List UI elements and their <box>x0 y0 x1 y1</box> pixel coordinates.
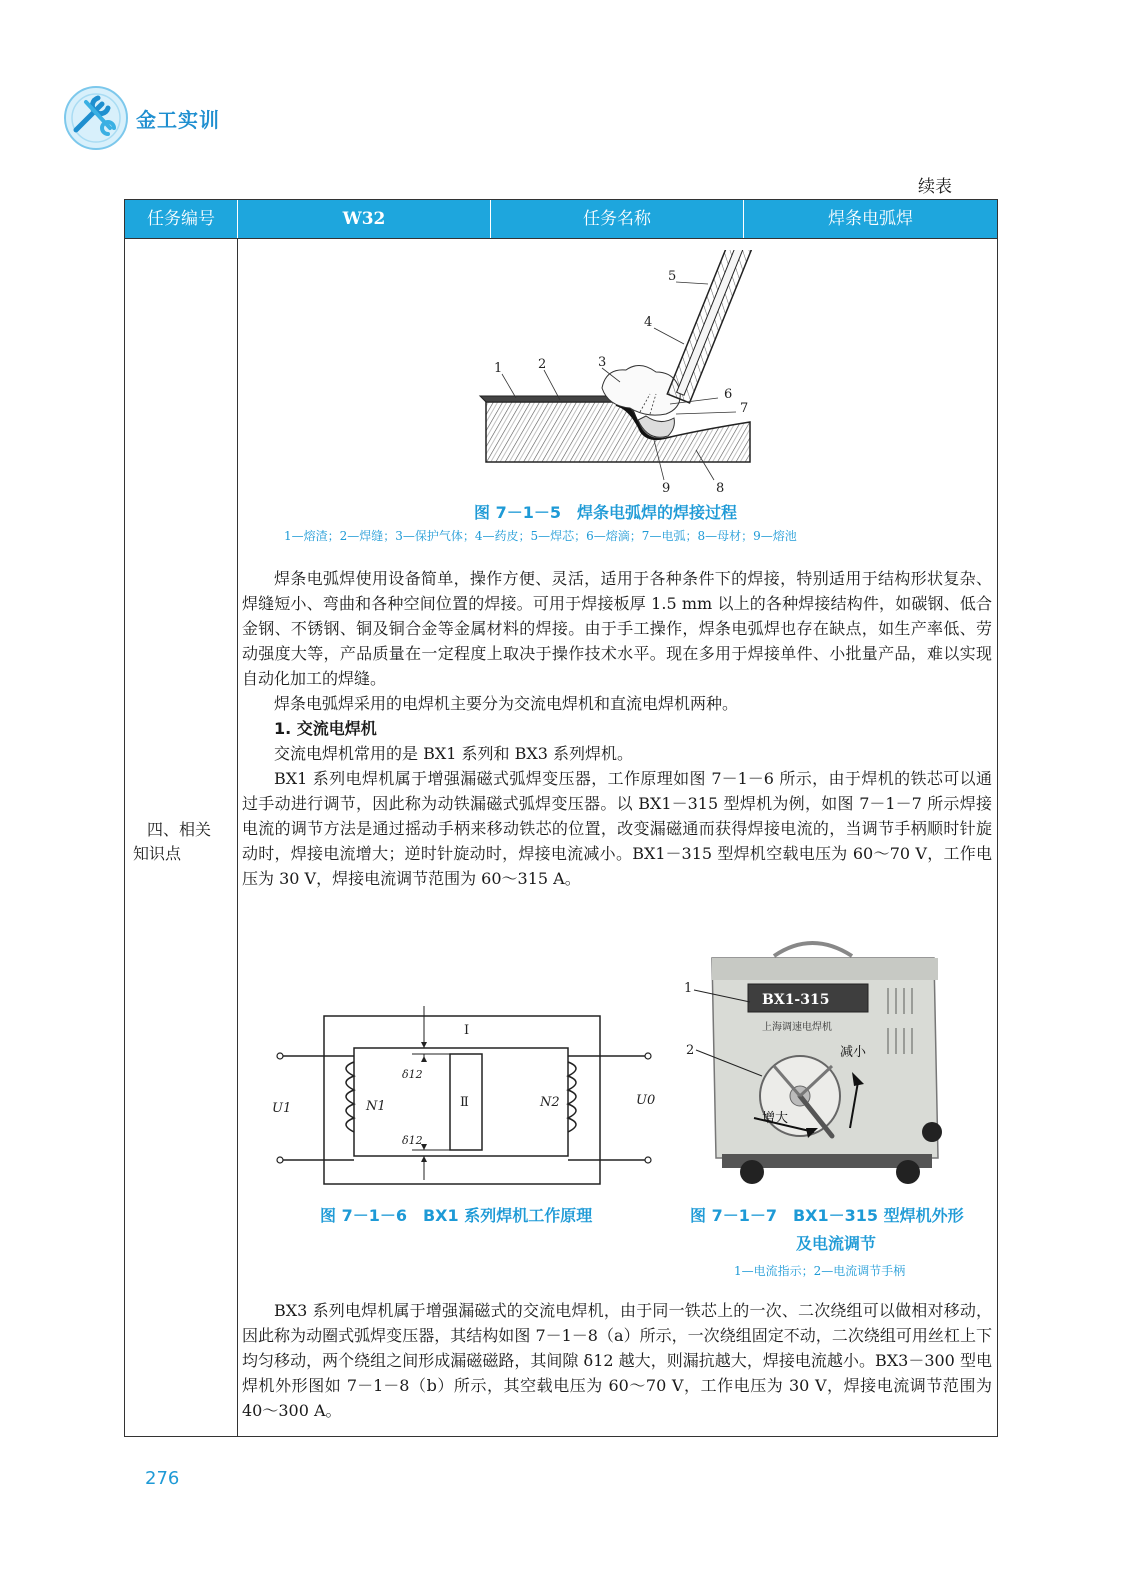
fig5-label-8: 8 <box>716 481 725 495</box>
fig5-welding-diagram <box>470 250 770 495</box>
fig5-label-3: 3 <box>598 355 607 370</box>
fig5-label-6: 6 <box>724 387 733 402</box>
fig7-caption-line2: 及电流调节 <box>796 1234 877 1253</box>
fig6-label-core-I: Ⅰ <box>464 1023 470 1038</box>
fig6-label-n1: N1 <box>366 1099 386 1114</box>
base-metal <box>486 402 750 462</box>
body-text-2 <box>242 1298 992 1423</box>
paragraph-1: 焊条电弧焊使用设备简单，操作方便、灵活，适用于各种条件下的焊接，特别适用于结构形状复杂、焊缝短小、弯曲和各种空间位置的焊接。可用于焊接板厚 1.5 mm 以上的各种焊接结构件，如碳钢、低合金钢、不锈钢、铜及铜合金等金属材料的焊接。由于手工操作，焊条电弧焊也存在缺点，如生产率低、劳动强度大等，产品质量在一定程度上取决于操作技术水平。现在多用于焊接单件、小批量产品，难以实现自动化加工的焊缝。 <box>242 569 992 688</box>
side-label-line1: 四、相关 <box>147 820 212 839</box>
paragraph-4: BX1 系列电焊机属于增强漏磁式弧焊变压器，工作原理如图 7－1－6 所示，由于焊机的铁芯可以通过手动进行调节，因此称为动铁漏磁式弧焊变压器。以 BX1－315 型焊机为例，如图 7－1－7 所示焊接电流的调节方法是通过摇动手柄来移动铁芯的位置，改变漏磁通而获得焊接电流的，当调节手柄顺时针旋动时，焊接电流增大；逆时针旋动时，焊接电流减小。BX1－315 型焊机空载电压为 60～70 V，工作电压为 30 V，焊接电流调节范围为 60～315 A。 <box>242 769 992 888</box>
continued-label: 续表 <box>918 177 952 197</box>
side-label-line2: 知识点 <box>133 844 182 863</box>
header-task-name-value: 焊条电弧焊 <box>828 209 913 229</box>
fig6-label-u1: U1 <box>272 1101 292 1116</box>
side-label <box>133 818 233 866</box>
column-divider <box>237 238 238 1436</box>
paragraph-5: BX3 系列电焊机属于增强漏磁式的交流电焊机，由于同一铁芯上的一次、二次绕组可以做相对移动，因此称为动圈式弧焊变压器，其结构如图 7－1－8（a）所示，一次绕组固定不动，二次绕组可用丝杠上下均匀移动，两个绕组之间形成漏磁磁路，其间隙 δ12 越大，则漏抗越大，焊接电流越小。BX3－300 型电焊机外形图如 7－1－8（b）所示，其空载电压为 60～70 V，工作电压为 30 V，焊接电流调节范围为 40～300 A。 <box>242 1301 992 1420</box>
fig5-legend: 1—熔渣；2—焊缝；3—保护气体；4—药皮；5—焊芯；6—熔滴；7—电弧；8—母材；9—熔池 <box>284 529 797 543</box>
header-task-number-value: W32 <box>238 200 491 238</box>
fig5-label-2: 2 <box>538 357 547 372</box>
fig6-label-u0: U0 <box>636 1093 656 1108</box>
paragraph-3: 交流电焊机常用的是 BX1 系列和 BX3 系列焊机。 <box>274 744 634 763</box>
fig6-label-delta-top: δ12 <box>402 1068 423 1081</box>
fig5-label-5: 5 <box>668 269 677 284</box>
fig5-label-4: 4 <box>644 315 653 330</box>
header-divider <box>125 238 997 239</box>
fig5-label-9: 9 <box>662 481 671 495</box>
fig7-welder-illustration <box>682 932 954 1188</box>
fig7-legend: 1—电流指示；2—电流调节手柄 <box>734 1264 906 1278</box>
book-title: 金工实训 <box>136 108 220 132</box>
fig6-label-n2: N2 <box>540 1095 560 1110</box>
paragraph-2: 焊条电弧焊采用的电焊机主要分为交流电焊机和直流电焊机两种。 <box>274 694 739 713</box>
fig7-callout-1: 1 <box>684 981 693 996</box>
fig5-caption: 图 7－1－5 焊条电弧焊的焊接过程 <box>474 503 737 522</box>
fig7-callout-2: 2 <box>686 1043 695 1058</box>
header-task-number-label: 任务编号 <box>125 200 238 238</box>
fig6-label-delta-bottom: δ12 <box>402 1134 423 1147</box>
fig7-nameplate: 上海调速电焊机 <box>762 1022 832 1033</box>
wrench-logo-icon <box>62 84 130 152</box>
fig5-label-1: 1 <box>494 361 503 376</box>
body-text-1 <box>242 566 992 891</box>
fig7-increase-label: 增大 <box>762 1111 789 1126</box>
fig7-machine-label: BX1-315 <box>762 992 830 1008</box>
fig6-caption: 图 7－1－6 BX1 系列焊机工作原理 <box>320 1206 593 1225</box>
section-heading-1: 1. 交流电焊机 <box>274 719 377 738</box>
fig7-decrease-label: 减小 <box>840 1045 867 1060</box>
fig7-caption-line1: 图 7－1－7 BX1－315 型焊机外形 <box>690 1206 964 1225</box>
table-header <box>125 200 997 238</box>
fig6-schematic <box>262 1004 662 1188</box>
page-number: 276 <box>145 1468 180 1489</box>
header-task-name-label: 任务名称 <box>491 200 744 238</box>
fig5-label-7: 7 <box>740 401 749 416</box>
fig6-label-core-II: Ⅱ <box>460 1095 469 1110</box>
